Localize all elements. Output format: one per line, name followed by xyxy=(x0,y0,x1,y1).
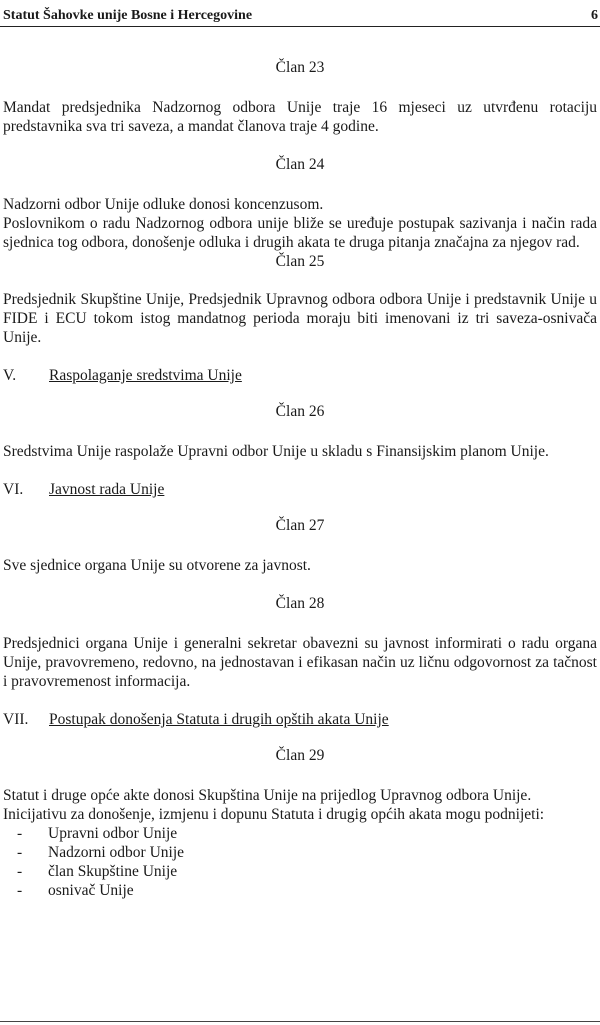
article-24 xyxy=(3,155,597,252)
list-item xyxy=(3,862,597,881)
section-number: VI. xyxy=(3,481,24,498)
article-text: Sve sjednice organa Unije su otvorene za javnost. xyxy=(3,557,311,574)
list-item xyxy=(3,881,597,900)
article-title: Član 29 xyxy=(275,747,325,764)
article-text: Sredstvima Unije raspolaže Upravni odbor Unije u skladu s Finansijskim planom Unije. xyxy=(3,443,549,460)
section-heading-vi xyxy=(3,480,597,499)
section-title: Postupak donošenja Statuta i drugih opštih akata Unije xyxy=(49,711,389,728)
list-item-text: član Skupštine Unije xyxy=(48,863,178,880)
section-title: Javnost rada Unije xyxy=(49,481,165,498)
list-item xyxy=(3,824,597,843)
article-title: Član 23 xyxy=(275,59,325,76)
section-title: Raspolaganje sredstvima Unije xyxy=(49,367,242,384)
article-text: Nadzorni odbor Unije odluke donosi koncenzusom. xyxy=(3,196,324,213)
article-25 xyxy=(3,252,597,347)
list-item-text: Upravni odbor Unije xyxy=(48,825,178,842)
section-heading-v xyxy=(3,366,597,385)
article-text: Predsjednik Skupštine Unije, Predsjednik Upravnog odbora odbora Unije i predstavnik Unije u FIDE i ECU tokom istog mandatnog perioda moraju biti imenovani iz tri saveza-osnivača Unije. xyxy=(3,291,597,346)
section-number: V. xyxy=(3,367,17,384)
initiator-list xyxy=(3,824,597,900)
article-text: Statut i druge opće akte donosi Skupština Unije na prijedlog Upravnog odbora Unije. xyxy=(3,787,532,804)
list-item-text: Nadzorni odbor Unije xyxy=(48,844,185,861)
article-title: Član 24 xyxy=(275,156,325,173)
list-dash: - xyxy=(17,825,23,842)
article-text: Inicijativu za donošenje, izmjenu i dopunu Statuta i drugig općih akata mogu podnijeti: xyxy=(3,806,545,823)
list-item-text: osnivač Unije xyxy=(48,882,134,899)
list-dash: - xyxy=(17,863,23,880)
section-heading-vii xyxy=(3,710,597,729)
list-dash: - xyxy=(17,844,23,861)
footer-divider xyxy=(0,1021,600,1022)
article-title: Član 27 xyxy=(275,517,325,534)
article-title: Član 26 xyxy=(275,403,325,420)
page-header xyxy=(0,6,600,26)
header-divider xyxy=(0,26,600,27)
article-26 xyxy=(3,402,597,461)
article-29 xyxy=(3,746,597,900)
article-23 xyxy=(3,58,597,136)
article-text: Poslovnikom o radu Nadzornog odbora unije bliže se uređuje postupak sazivanja i način rada sjednica tog odbora, donošenje odluka i drugih akata te druga pitanja značajna za njegov rad. xyxy=(3,215,597,251)
article-28 xyxy=(3,594,597,691)
document-body xyxy=(3,58,597,919)
article-title: Član 28 xyxy=(275,595,325,612)
article-title: Član 25 xyxy=(275,253,325,270)
section-number: VII. xyxy=(3,711,29,728)
article-text: Predsjednici organa Unije i generalni sekretar obavezni su javnost informirati o radu organa Unije, pravovremeno, redovno, na jednostavan i efikasan način uz ličnu odgovornost za tačnost i pravovremenost informacija. xyxy=(3,635,597,690)
list-item xyxy=(3,843,597,862)
document-title: Statut Šahovke unije Bosne i Hercegovine xyxy=(3,8,253,23)
page-number: 6 xyxy=(591,8,598,23)
article-27 xyxy=(3,516,597,575)
list-dash: - xyxy=(17,882,23,899)
article-text: Mandat predsjednika Nadzornog odbora Unije traje 16 mjeseci uz utvrđenu rotaciju predstavnika sva tri saveza, a mandat članova traje 4 godine. xyxy=(3,99,597,135)
